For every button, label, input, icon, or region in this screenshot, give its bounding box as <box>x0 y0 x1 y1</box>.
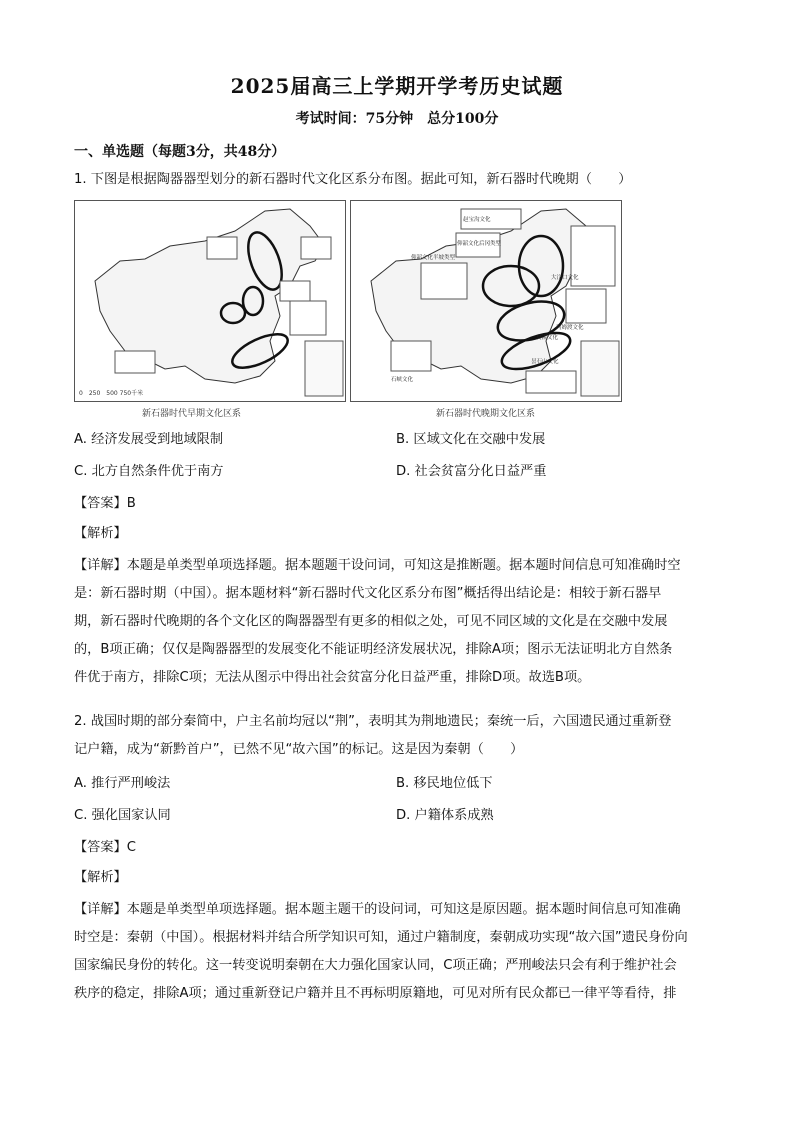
svg-text:赵宝沟文化: 赵宝沟文化 <box>463 217 491 223</box>
q2-stem-line: 2. 战国时期的部分秦简中，户主名前均冠以“荆”，表明其为荆地遗民；秦统一后，六国遗民通过重新登 <box>74 714 672 729</box>
q2-analysis-label: 【解析】 <box>74 870 127 885</box>
map-scale: 0 250 500 750千米 <box>79 390 144 397</box>
q2-answer: 【答案】C <box>74 840 136 855</box>
map-right-caption: 新石器时代晚期文化区系 <box>436 409 536 419</box>
q1-maps-figure <box>74 200 620 422</box>
q1-detail-line: 【详解】本题是单类型单项选择题。据本题题干设问词，可知这是推断题。据本题时间信息可知准确时空 <box>74 558 681 573</box>
map-early-svg <box>75 201 345 401</box>
q2-option-d: D. 户籍体系成熟 <box>396 808 494 823</box>
q2-detail-line: 【详解】本题是单类型单项选择题。据本题主题干的设问词，可知这是原因题。据本题时间信息可知准确 <box>74 902 681 917</box>
svg-text:石峡文化: 石峡文化 <box>391 377 414 383</box>
svg-text:河姆渡文化: 河姆渡文化 <box>556 325 584 331</box>
q1-option-d: D. 社会贫富分化日益严重 <box>396 464 547 479</box>
exam-subtitle: 考试时间：75分钟 总分100分 <box>295 111 499 127</box>
q1-detail-line: 件优于南方，排除C项；无法从图示中得出社会贫富分化日益严重，排除D项。故选B项。 <box>74 670 591 685</box>
svg-text:昙石山文化: 昙石山文化 <box>531 359 559 365</box>
q2-detail-line: 时空是：秦朝（中国）。根据材料并结合所学知识可知，通过户籍制度，秦朝成功实现“故六国”遗民身份向 <box>74 930 688 945</box>
q1-answer: 【答案】B <box>74 496 136 511</box>
q1-option-b: B. 区域文化在交融中发展 <box>396 432 546 447</box>
svg-text:良渚文化: 良渚文化 <box>536 335 559 341</box>
q2-option-b: B. 移民地位低下 <box>396 776 493 791</box>
q1-stem: 1. 下图是根据陶器器型划分的新石器时代文化区系分布图。据此可知，新石器时代晚期（ ） <box>74 172 632 187</box>
q1-option-c: C. 北方自然条件优于南方 <box>74 464 224 479</box>
map-late-neolithic <box>350 200 622 402</box>
svg-text:仰韶文化后冈类型: 仰韶文化后冈类型 <box>457 241 502 247</box>
q2-option-c: C. 强化国家认同 <box>74 808 171 823</box>
exam-title: 2025届高三上学期开学考历史试题 <box>230 74 564 98</box>
svg-text:大汶口文化: 大汶口文化 <box>551 275 579 281</box>
svg-text:仰韶文化半坡类型: 仰韶文化半坡类型 <box>411 255 456 261</box>
q1-option-a: A. 经济发展受到地域限制 <box>74 432 224 447</box>
map-left-caption: 新石器时代早期文化区系 <box>142 409 242 419</box>
q1-analysis-label: 【解析】 <box>74 526 127 541</box>
map-late-svg <box>351 201 621 401</box>
map-early-neolithic <box>74 200 346 402</box>
q1-detail-line: 是：新石器时期（中国）。据本题材料“新石器时代文化区系分布图”概括得出结论是：相较于新石器早 <box>74 586 662 601</box>
q2-detail-line: 国家编民身份的转化。这一转变说明秦朝在大力强化国家认同，C项正确；严刑峻法只会有利于维护社会 <box>74 958 677 973</box>
section-heading: 一、单选题（每题3分，共48分） <box>74 144 286 160</box>
q1-detail-line: 的，B项正确；仅仅是陶器器型的发展变化不能证明经济发展状况，排除A项；图示无法证明北方自然条 <box>74 642 673 657</box>
q2-option-a: A. 推行严刑峻法 <box>74 776 171 791</box>
q1-detail-line: 期，新石器时代晚期的各个文化区的陶器器型有更多的相似之处，可见不同区域的文化是在交融中发展 <box>74 614 668 629</box>
q2-stem-line: 记户籍，成为“新黔首户”，已然不见“故六国”的标记。这是因为秦朝（ ） <box>74 742 524 757</box>
q2-detail-line: 秩序的稳定，排除A项；通过重新登记户籍并且不再标明原籍地，可见对所有民众都已一律平等看待，排 <box>74 986 677 1001</box>
